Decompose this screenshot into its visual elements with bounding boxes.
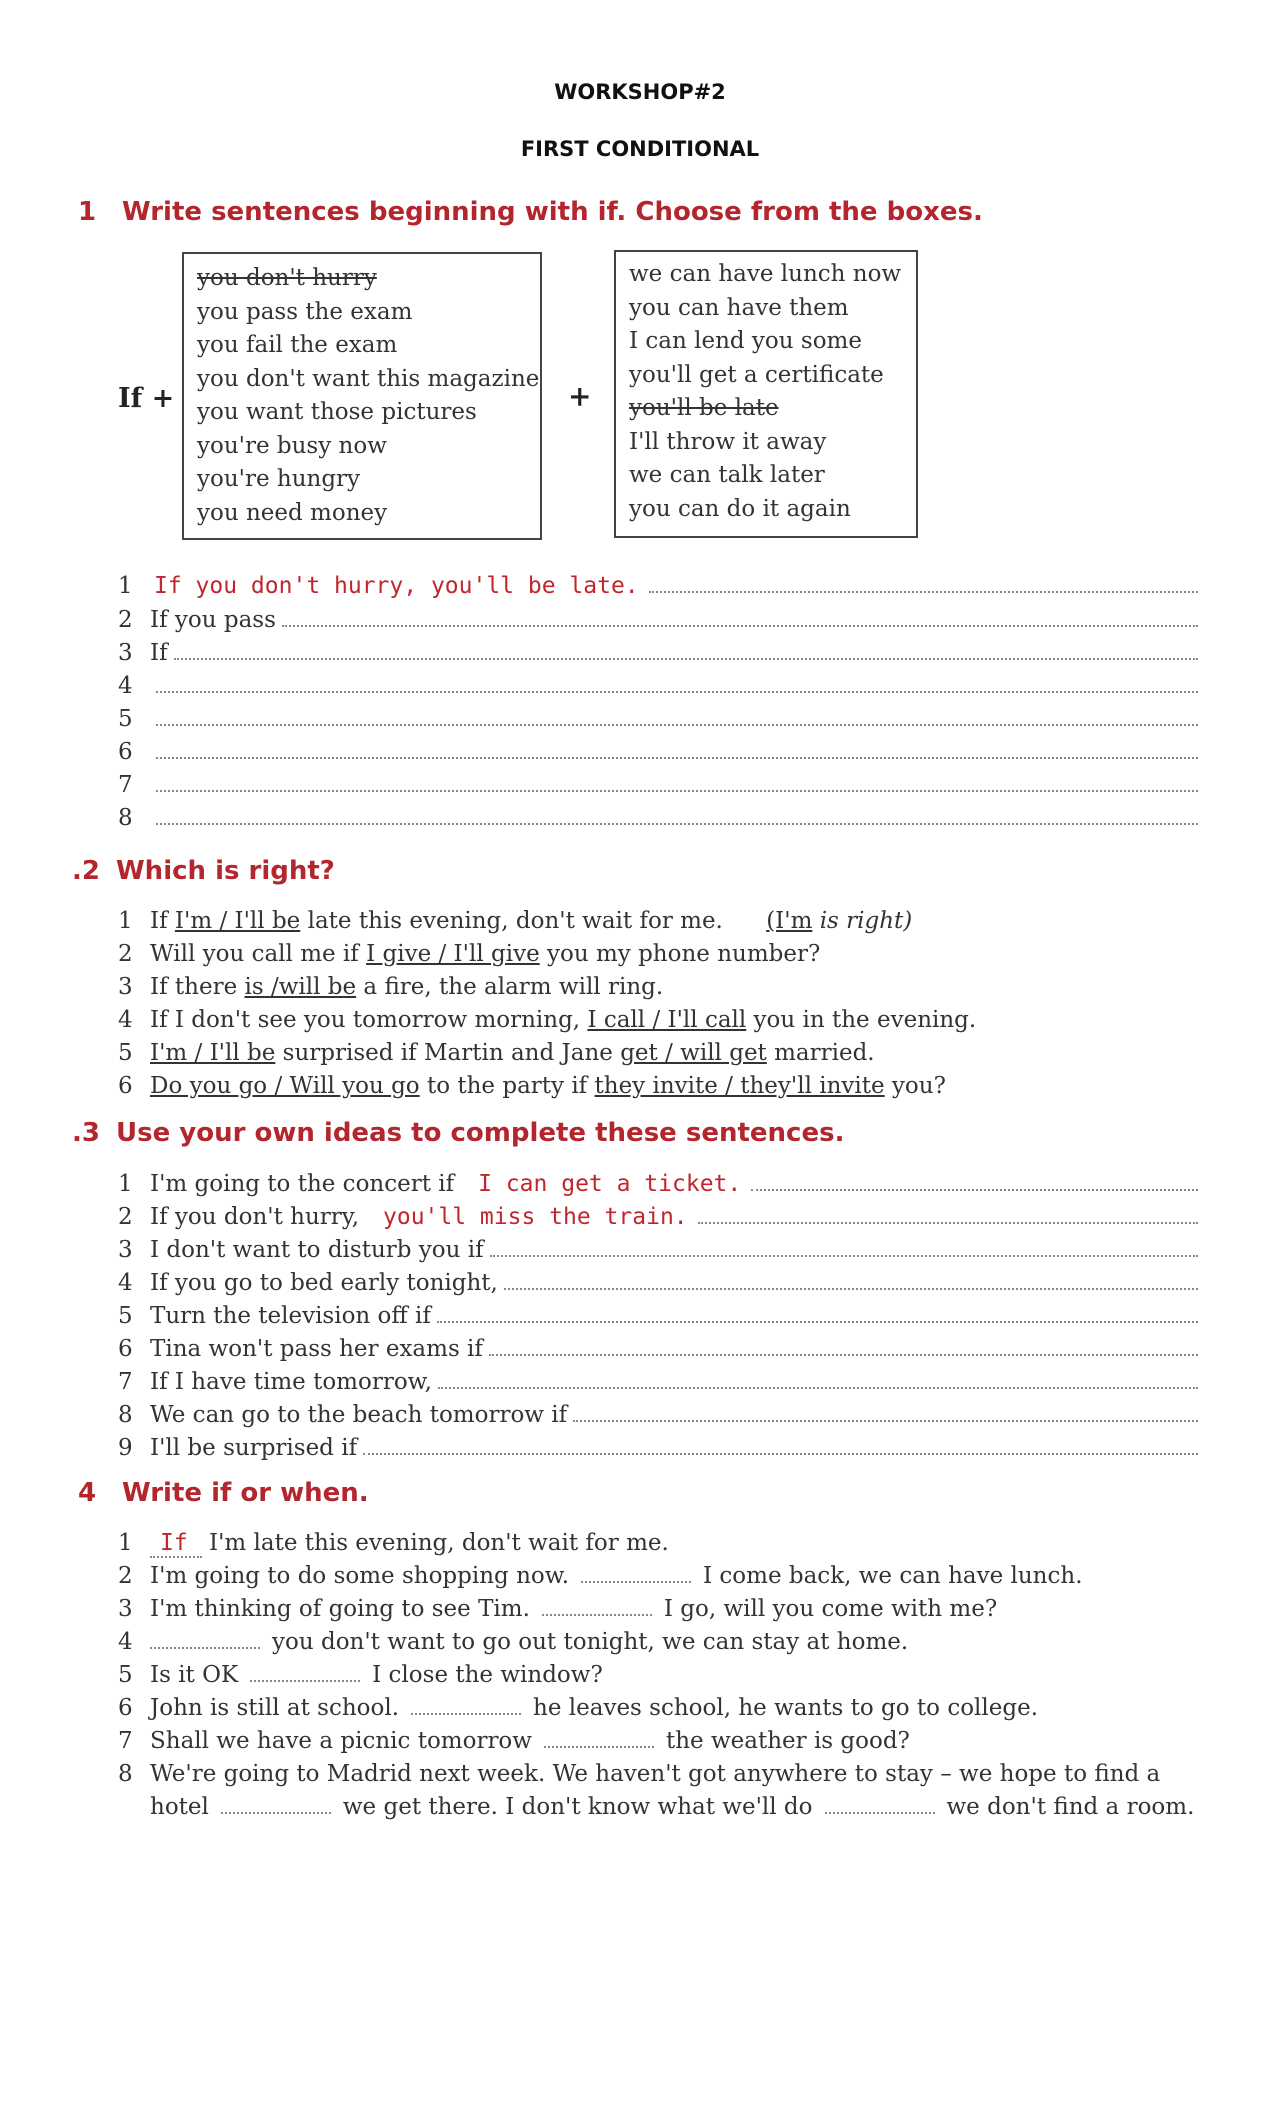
answer-line[interactable]: 5 Turn the television off if xyxy=(118,1295,1198,1329)
exercise-item: 4 you don't want to go out tonight, we can stay at home. xyxy=(118,1629,909,1655)
answer-line[interactable]: 4 xyxy=(118,665,1198,699)
box-item: you're busy now xyxy=(197,432,387,459)
option-choice[interactable]: get / will get xyxy=(620,1040,767,1066)
exercise-item: 7 Shall we have a picnic tomorrow the weather is good? xyxy=(118,1728,910,1754)
blank-field[interactable] xyxy=(542,1613,652,1616)
exercise-item: 4 If I don't see you tomorrow morning, I call / I'll call you in the evening. xyxy=(118,1007,977,1033)
exercise-item: 2 I'm going to do some shopping now. I come back, we can have lunch. xyxy=(118,1563,1083,1589)
exercise-number: .3 xyxy=(72,1118,100,1148)
blank-field[interactable] xyxy=(411,1712,521,1715)
box-item: you're hungry xyxy=(197,466,361,492)
handwritten-answer: I can get a ticket. xyxy=(478,1171,742,1197)
handwritten-answer[interactable]: If xyxy=(150,1530,202,1558)
exercise-item: 2 Will you call me if I give / I'll give you my phone number? xyxy=(118,941,821,967)
option-choice[interactable]: I call / I'll call xyxy=(587,1007,747,1033)
exercise-4-title xyxy=(78,1478,369,1508)
box-item: we can talk later xyxy=(629,462,825,488)
page-subtitle: FIRST CONDITIONAL xyxy=(520,137,760,161)
answer-line[interactable]: 7 If I have time tomorrow, xyxy=(118,1361,1198,1395)
box-item: you want those pictures xyxy=(197,399,477,425)
page-title: WORKSHOP#2 xyxy=(554,80,726,104)
box-item: you fail the exam xyxy=(197,332,398,358)
option-choice[interactable]: I'll be xyxy=(234,908,301,934)
exercise-number: .2 xyxy=(72,856,100,886)
main-clause-box xyxy=(614,250,918,538)
exercise-instruction: Use your own ideas to complete these sentences. xyxy=(116,1118,845,1148)
box-item: you'll get a certificate xyxy=(629,361,884,388)
blank-field[interactable] xyxy=(544,1745,654,1748)
answer-line[interactable]: 4 If you go to bed early tonight, xyxy=(118,1262,1198,1296)
answer-line[interactable]: 1 I'm going to the concert if I can get a ticket. xyxy=(118,1163,1198,1197)
answer-line[interactable]: 2 If you pass xyxy=(118,599,1198,633)
option-choice[interactable]: they invite / they'll invite xyxy=(594,1073,885,1099)
box-item: you can have them xyxy=(629,294,849,321)
exercise-item: 5 I'm / I'll be surprised if Martin and Jane get / will get married. xyxy=(118,1040,875,1066)
blank-field[interactable] xyxy=(221,1811,331,1814)
option-choice[interactable]: I'm / I'll be xyxy=(150,1040,276,1066)
exercise-number: 4 xyxy=(78,1478,97,1508)
box-item: I'll throw it away xyxy=(629,428,827,455)
answer-line[interactable]: 3 If xyxy=(118,632,1198,666)
answer-line[interactable]: 6 xyxy=(118,731,1198,765)
answer-line[interactable]: 6 Tina won't pass her exams if xyxy=(118,1328,1198,1362)
exercise-item: 5 Is it OK I close the window? xyxy=(118,1662,603,1688)
box-item: we can have lunch now xyxy=(629,261,902,287)
blank-field[interactable] xyxy=(581,1580,691,1583)
answer-line[interactable]: 5 xyxy=(118,698,1198,732)
answer-line[interactable]: 8 xyxy=(118,797,1198,831)
handwritten-answer: If you don't hurry, you'll be late. xyxy=(154,573,639,599)
answer-line[interactable]: 7 xyxy=(118,764,1198,798)
if-plus-label: If + xyxy=(118,383,175,414)
answer-line[interactable]: 3 I don't want to disturb you if xyxy=(118,1229,1198,1263)
exercise-item: 6 Do you go / Will you go to the party if they invite / they'll invite you? xyxy=(118,1073,946,1099)
box-item: you'll be late xyxy=(629,395,779,421)
answer-line[interactable]: 1 If you don't hurry, you'll be late. xyxy=(118,565,1198,599)
blank-field[interactable] xyxy=(825,1811,935,1814)
handwritten-answer: you'll miss the train. xyxy=(383,1204,688,1230)
exercise-instruction: Write if or when. xyxy=(122,1478,369,1508)
box-item: you pass the exam xyxy=(197,298,413,325)
exercise-item: 1 If I'm / I'll be late this evening, don't wait for me. (I'm is right) xyxy=(118,908,913,934)
exercise-item: 3 If there is /will be a fire, the alarm will ring. xyxy=(118,974,664,1000)
exercise-item: 6 John is still at school. he leaves school, he wants to go to college. xyxy=(118,1695,1039,1721)
exercise-item: 3 I'm thinking of going to see Tim. I go, will you come with me? xyxy=(118,1596,998,1622)
box-item: you can do it again xyxy=(629,495,851,522)
option-choice[interactable]: is /will be xyxy=(244,974,357,1000)
exercise-number: 1 xyxy=(78,197,97,227)
option-choice[interactable]: I give / I'll give xyxy=(366,941,540,967)
box-item: you don't hurry xyxy=(197,265,377,291)
box-item: you don't want this magazine xyxy=(197,365,540,392)
box-item: I can lend you some xyxy=(629,328,862,354)
box-item: you need money xyxy=(197,499,388,526)
if-clause-box xyxy=(182,252,542,540)
option-choice[interactable]: I'm / xyxy=(174,908,235,934)
blank-field[interactable] xyxy=(250,1679,360,1682)
plus-label: + xyxy=(568,380,592,413)
exercise-instruction: Write sentences beginning with if. Choose from the boxes. xyxy=(122,197,983,227)
exercise-item-continued: hotel we get there. I don't know what we'll do we don't find a room. xyxy=(150,1794,1195,1820)
exercise-instruction: Which is right? xyxy=(116,856,335,886)
answer-line[interactable]: 2 If you don't hurry, you'll miss the train. xyxy=(118,1196,1198,1230)
option-choice[interactable]: Do you go / Will you go xyxy=(150,1073,420,1099)
exercise-1-title xyxy=(78,197,983,227)
exercise-item: 8 We're going to Madrid next week. We haven't got anywhere to stay – we hope to find a xyxy=(118,1761,1161,1787)
exercise-2-title xyxy=(72,856,335,886)
answer-line[interactable]: 8 We can go to the beach tomorrow if xyxy=(118,1394,1198,1428)
answer-line[interactable]: 9 I'll be surprised if xyxy=(118,1427,1198,1461)
exercise-3-title xyxy=(72,1118,844,1148)
blank-field[interactable] xyxy=(150,1646,260,1649)
exercise-item: 1 If I'm late this evening, don't wait for me. xyxy=(118,1530,669,1556)
